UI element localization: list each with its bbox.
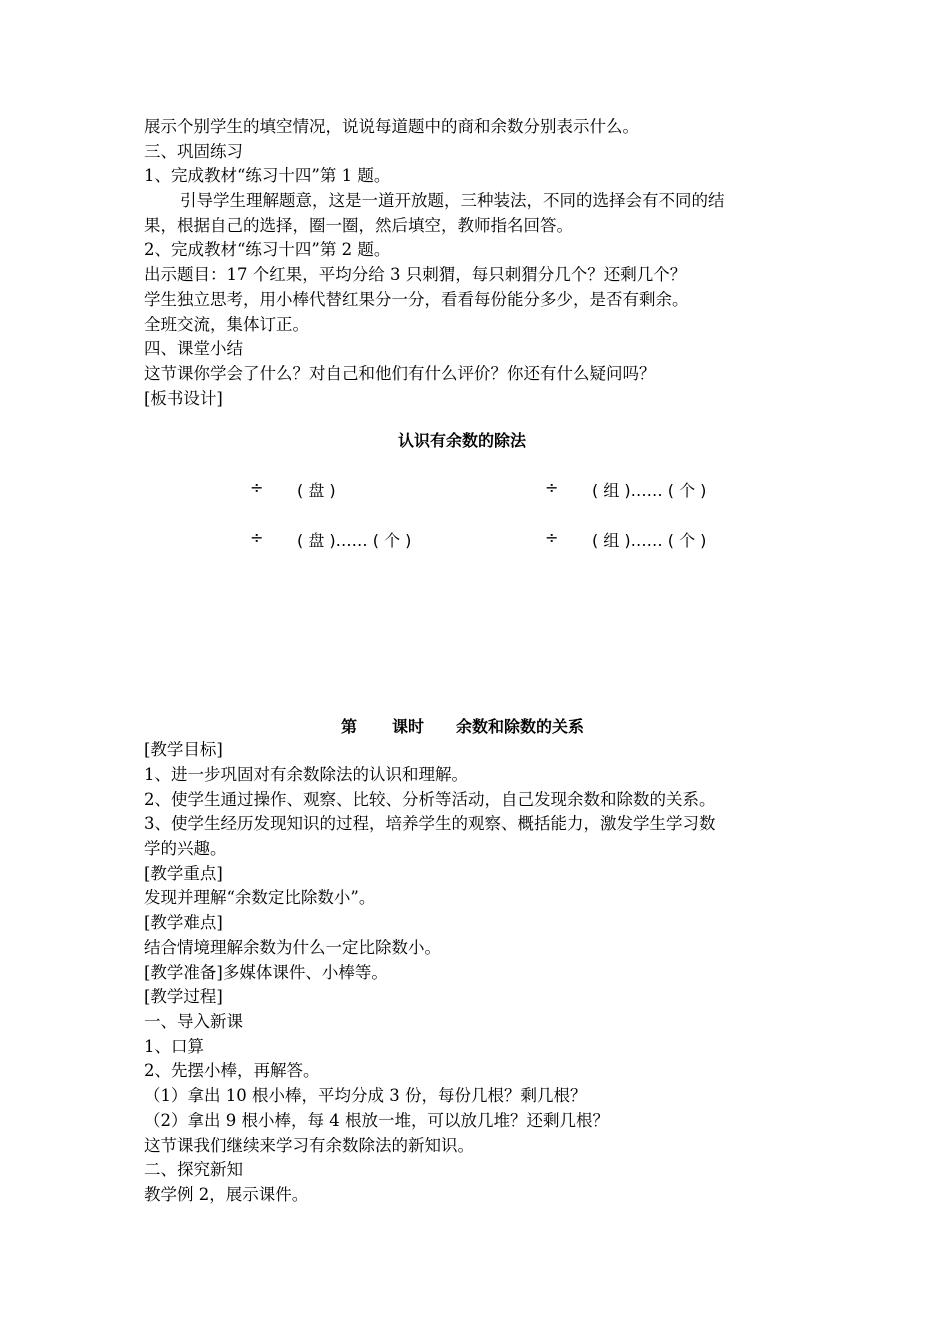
board-expression: ( 组 )…… ( 个 ) [592, 531, 707, 550]
division-sign: ÷ [545, 478, 559, 497]
text-line: 2、完成教材“练习十四”第 2 题。 [144, 240, 391, 259]
text-line: 这节课我们继续来学习有余数除法的新知识。 [144, 1136, 474, 1155]
text-line: [教学准备]多媒体课件、小棒等。 [144, 963, 388, 982]
text-line: 发现并理解“余数定比除数小”。 [144, 888, 376, 907]
board-expression: ( 盘 )…… ( 个 ) [297, 531, 412, 550]
text-line: 教学例 2，展示课件。 [144, 1185, 309, 1204]
text-line: （2）拿出 9 根小棒，每 4 根放一堆，可以放几堆？还剩几根？ [144, 1111, 609, 1130]
text-line: 1、完成教材“练习十四”第 1 题。 [144, 166, 391, 185]
text-line: 学生独立思考，用小棒代替红果分一分，看看每份能分多少，是否有剩余。 [144, 290, 689, 309]
text-line: 一、导入新课 [144, 1012, 243, 1031]
board-expression: ( 盘 ) [297, 481, 336, 500]
text-line: [板书设计] [144, 389, 223, 408]
text-line: 全班交流，集体订正。 [144, 315, 309, 334]
section-title: 余数和除数的关系 [456, 717, 585, 736]
board-expression: ( 组 )…… ( 个 ) [592, 481, 707, 500]
board-title: 认识有余数的除法 [398, 431, 527, 450]
text-line: 四、课堂小结 [144, 339, 243, 358]
text-line: [教学目标] [144, 740, 223, 759]
text-line: [教学重点] [144, 864, 223, 883]
text-line: 二、探究新知 [144, 1160, 243, 1179]
text-line: 1、口算 [144, 1037, 204, 1056]
text-line: 结合情境理解余数为什么一定比除数小。 [144, 938, 441, 957]
text-line: 果，根据自己的选择，圈一圈，然后填空，教师指名回答。 [144, 216, 573, 235]
text-line: 展示个别学生的填空情况，说说每道题中的商和余数分别表示什么。 [144, 117, 639, 136]
text-line: （1）拿出 10 根小棒，平均分成 3 份，每份几根？剩几根？ [144, 1086, 587, 1105]
text-line: 学的兴趣。 [144, 839, 227, 858]
text-line: 2、先摆小棒，再解答。 [144, 1061, 320, 1080]
section-title-unit: 课时 [392, 717, 425, 736]
text-line: [教学过程] [144, 987, 223, 1006]
text-line: 引导学生理解题意，这是一道开放题，三种装法，不同的选择会有不同的结 [180, 191, 725, 210]
text-line: 三、巩固练习 [144, 142, 243, 161]
text-line: 这节课你学会了什么？对自己和他们有什么评价？你还有什么疑问吗？ [144, 364, 656, 383]
text-line: 出示题目：17 个红果，平均分给 3 只刺猬，每只刺猬分几个？还剩几个？ [144, 265, 687, 284]
division-sign: ÷ [250, 528, 264, 547]
text-line: 2、使学生通过操作、观察、比较、分析等活动，自己发现余数和除数的关系。 [144, 790, 716, 809]
text-line: 1、进一步巩固对有余数除法的认识和理解。 [144, 765, 468, 784]
text-line: 3、使学生经历发现知识的过程，培养学生的观察、概括能力，激发学生学习数 [144, 814, 716, 833]
division-sign: ÷ [250, 478, 264, 497]
text-line: [教学难点] [144, 913, 223, 932]
section-title-prefix: 第 [341, 717, 358, 736]
division-sign: ÷ [545, 528, 559, 547]
